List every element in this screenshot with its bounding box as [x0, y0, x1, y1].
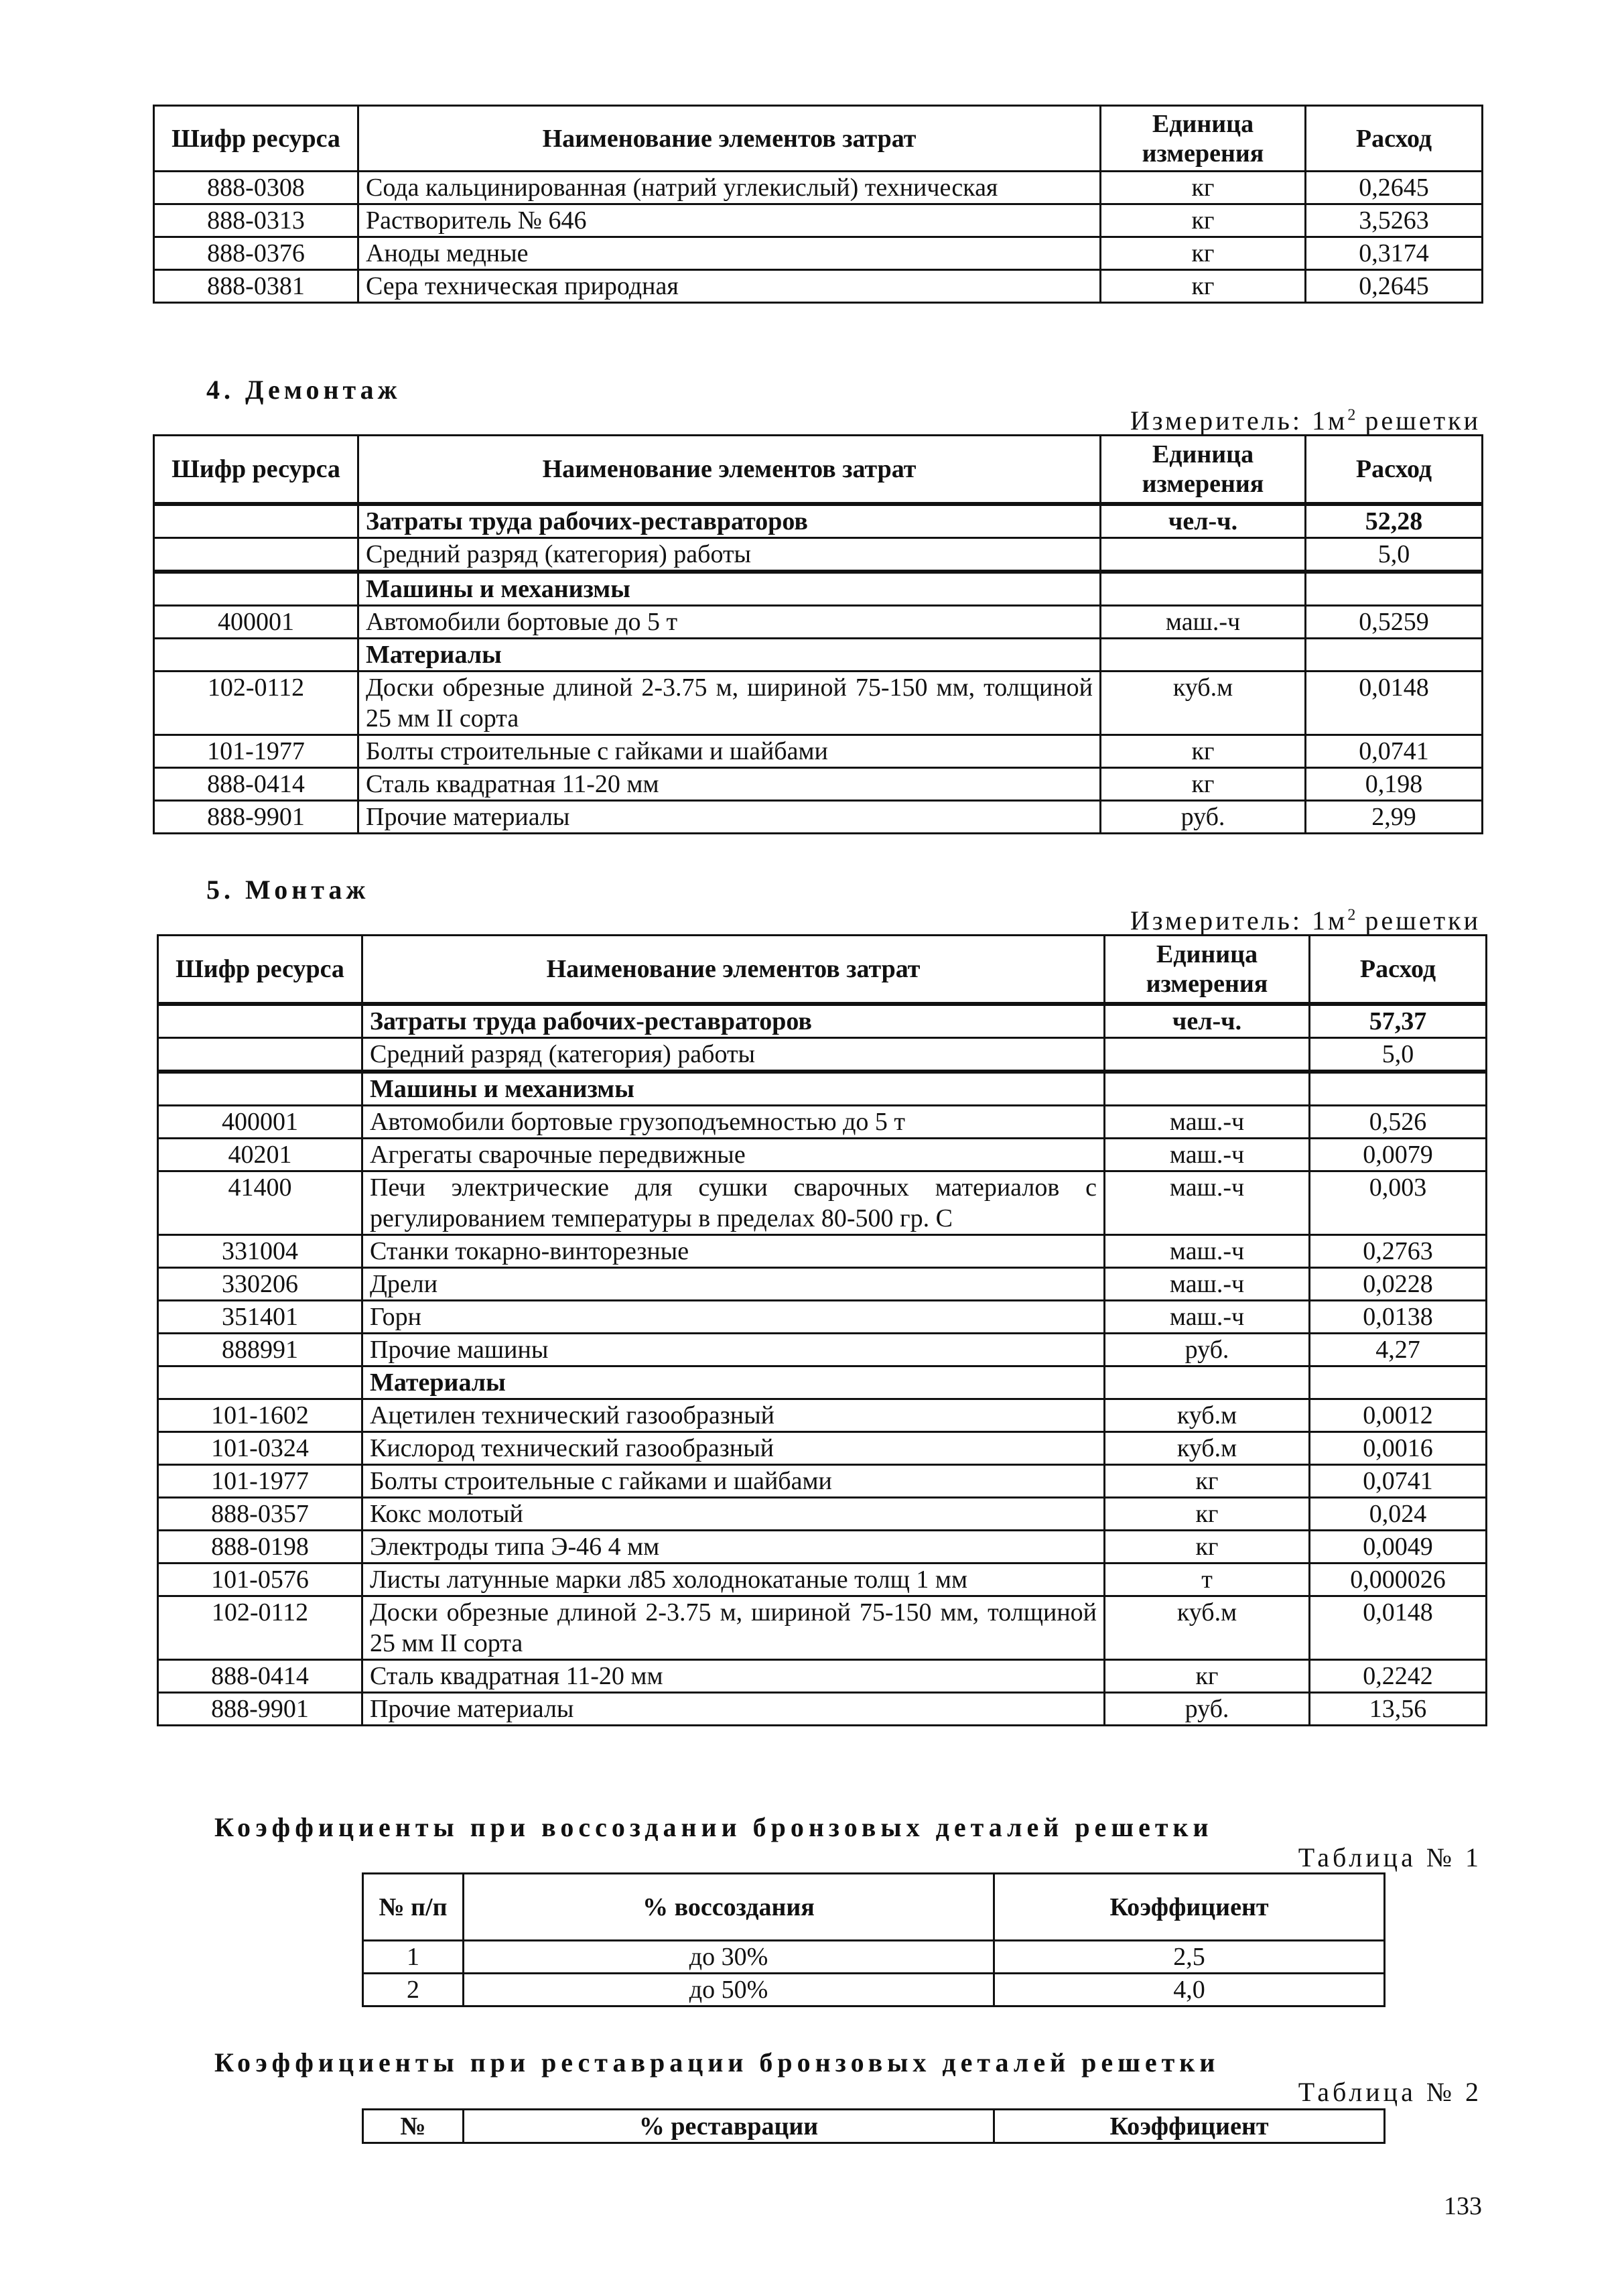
- cell-code: 888-0381: [154, 270, 358, 303]
- cell-code: 400001: [158, 1105, 362, 1138]
- cell-code: 888-0313: [154, 204, 358, 237]
- cell-name: Растворитель № 646: [358, 204, 1101, 237]
- cell-unit: кг: [1105, 1464, 1310, 1497]
- table-row: [158, 1530, 1487, 1563]
- cell-name: Прочие материалы: [362, 1692, 1105, 1725]
- col-header-unit: Единица измерения: [1101, 436, 1306, 504]
- table-row: [158, 1138, 1487, 1171]
- table-row: [154, 671, 1483, 735]
- cell-unit: [1105, 1366, 1310, 1399]
- cell-code: [154, 537, 358, 572]
- cell-unit: [1101, 537, 1306, 572]
- cell-amount: 3,5263: [1306, 204, 1483, 237]
- col-header-unit: Единица измерения: [1101, 106, 1306, 172]
- cell-code: [154, 638, 358, 671]
- cell-amount: [1306, 572, 1483, 606]
- cell-unit: [1105, 1072, 1310, 1106]
- cell-unit: куб.м: [1105, 1399, 1310, 1431]
- cell-amount: 2,99: [1306, 800, 1483, 833]
- cell-code: 888-0376: [154, 237, 358, 270]
- cell-unit: кг: [1101, 270, 1306, 303]
- cell-name: Аноды медные: [358, 237, 1101, 270]
- cell-name: Электроды типа Э-46 4 мм: [362, 1530, 1105, 1563]
- measure-tail: решетки: [1355, 405, 1481, 436]
- table-row: [154, 172, 1483, 204]
- col-header-coefficient: Коэффициент: [994, 1874, 1385, 1941]
- cell-name: Горн: [362, 1300, 1105, 1333]
- cell-amount: 0,0016: [1310, 1431, 1487, 1464]
- cell-name: Прочие материалы: [358, 800, 1101, 833]
- cell-unit: чел-ч.: [1105, 1004, 1310, 1038]
- measure-label: [938, 405, 1481, 436]
- cell-name: Кислород технический газообразный: [362, 1431, 1105, 1464]
- cell-code: 888-0198: [158, 1530, 362, 1563]
- cell-code: 888991: [158, 1333, 362, 1366]
- table-row: [154, 572, 1483, 606]
- table-row: [158, 1105, 1487, 1138]
- table-header-row: [363, 1874, 1385, 1941]
- table-row: [158, 1399, 1487, 1431]
- table-row: [158, 1563, 1487, 1596]
- table-row: [154, 638, 1483, 671]
- cell-unit: кг: [1105, 1530, 1310, 1563]
- cell-unit: т: [1105, 1563, 1310, 1596]
- cell-name: Дрели: [362, 1267, 1105, 1300]
- cell-name: Болты строительные с гайками и шайбами: [358, 735, 1101, 767]
- table-row: [154, 237, 1483, 270]
- cell-code: 102-0112: [154, 671, 358, 735]
- cell-unit: кг: [1101, 204, 1306, 237]
- table-row: [158, 1497, 1487, 1530]
- cell-number: 2: [363, 1974, 464, 2006]
- cell-name: Автомобили бортовые до 5 т: [358, 605, 1101, 638]
- cell-code: 888-0414: [158, 1659, 362, 1692]
- table-row: [158, 1692, 1487, 1725]
- cell-name: Средний разряд (категория) работы: [358, 537, 1101, 572]
- measure-sup: 2: [1347, 906, 1356, 924]
- cell-amount: 0,0079: [1310, 1138, 1487, 1171]
- table-row: [158, 1431, 1487, 1464]
- col-header-percent: % реставрации: [464, 2110, 994, 2143]
- cell-percent: до 30%: [464, 1941, 994, 1974]
- table-row: [158, 1464, 1487, 1497]
- cell-amount: [1310, 1366, 1487, 1399]
- cell-name: Сталь квадратная 11-20 мм: [362, 1659, 1105, 1692]
- table-row: [158, 1234, 1487, 1267]
- coefficients-title-recreation: Коэффициенты при воссоздании бронзовых деталей решетки: [214, 1812, 1213, 1842]
- cell-code: [158, 1004, 362, 1038]
- cell-amount: 5,0: [1306, 537, 1483, 572]
- section-title-installation: 5. Монтаж: [206, 875, 370, 905]
- cell-amount: 0,526: [1310, 1105, 1487, 1138]
- cell-name: Болты строительные с гайками и шайбами: [362, 1464, 1105, 1497]
- cell-name: Листы латунные марки л85 холоднокатаные толщ 1 мм: [362, 1563, 1105, 1596]
- cell-name: Станки токарно-винторезные: [362, 1234, 1105, 1267]
- cell-unit: руб.: [1105, 1333, 1310, 1366]
- cell-name: Кокс молотый: [362, 1497, 1105, 1530]
- cell-name: Печи электрические для сушки сварочных материалов с регулированием температуры в пределах 80-500 гр. С: [362, 1171, 1105, 1234]
- cell-code: 331004: [158, 1234, 362, 1267]
- col-header-coefficient: Коэффициент: [994, 2110, 1385, 2143]
- cell-name: Машины и механизмы: [358, 572, 1101, 606]
- cell-amount: [1306, 638, 1483, 671]
- cell-amount: 0,0741: [1310, 1464, 1487, 1497]
- table-row: [158, 1300, 1487, 1333]
- cell-unit: кг: [1105, 1659, 1310, 1692]
- table-row: [154, 605, 1483, 638]
- col-header-amount: Расход: [1310, 936, 1487, 1004]
- col-header-code: Шифр ресурса: [158, 936, 362, 1004]
- table-number-2: Таблица № 2: [1298, 2077, 1482, 2107]
- cell-unit: маш.-ч: [1105, 1267, 1310, 1300]
- measure-text: Измеритель: 1м: [1130, 905, 1348, 936]
- table-row: [158, 1171, 1487, 1234]
- cell-unit: руб.: [1101, 800, 1306, 833]
- col-header-name: Наименование элементов затрат: [358, 436, 1101, 504]
- table-header-row: [363, 2110, 1385, 2143]
- cell-name: Автомобили бортовые грузоподъемностью до 5 т: [362, 1105, 1105, 1138]
- cell-unit: [1101, 572, 1306, 606]
- cell-code: 888-9901: [154, 800, 358, 833]
- resource-table-dismantling: [153, 434, 1483, 834]
- cell-code: 101-1977: [158, 1464, 362, 1497]
- col-header-code: Шифр ресурса: [154, 106, 358, 172]
- cell-amount: 0,198: [1306, 767, 1483, 800]
- cell-amount: 57,37: [1310, 1004, 1487, 1038]
- table-row: [154, 537, 1483, 572]
- cell-name: Средний разряд (категория) работы: [362, 1037, 1105, 1072]
- cell-amount: 0,000026: [1310, 1563, 1487, 1596]
- col-header-code: Шифр ресурса: [154, 436, 358, 504]
- cell-name: Доски обрезные длиной 2-3.75 м, шириной 75-150 мм, толщиной 25 мм II сорта: [362, 1596, 1105, 1659]
- cell-code: 330206: [158, 1267, 362, 1300]
- cell-amount: 0,0012: [1310, 1399, 1487, 1431]
- cell-name: Агрегаты сварочные передвижные: [362, 1138, 1105, 1171]
- measure-label: [938, 905, 1481, 936]
- col-header-number: № п/п: [363, 1874, 464, 1941]
- cell-code: [154, 504, 358, 538]
- cell-amount: 0,0741: [1306, 735, 1483, 767]
- cell-code: 41400: [158, 1171, 362, 1234]
- cell-code: 102-0112: [158, 1596, 362, 1659]
- cell-unit: маш.-ч: [1105, 1300, 1310, 1333]
- cell-amount: 0,2242: [1310, 1659, 1487, 1692]
- table-row: [154, 504, 1483, 538]
- cell-name: Сода кальцинированная (натрий углекислый) техническая: [358, 172, 1101, 204]
- cell-name: Затраты труда рабочих-реставраторов: [358, 504, 1101, 538]
- cell-unit: руб.: [1105, 1692, 1310, 1725]
- cell-percent: до 50%: [464, 1974, 994, 2006]
- cell-name: Ацетилен технический газообразный: [362, 1399, 1105, 1431]
- cell-unit: кг: [1101, 767, 1306, 800]
- table-row: [158, 1333, 1487, 1366]
- cell-number: 1: [363, 1941, 464, 1974]
- cell-coefficient: 4,0: [994, 1974, 1385, 2006]
- cell-code: [154, 572, 358, 606]
- cell-amount: 0,0148: [1306, 671, 1483, 735]
- cell-unit: маш.-ч: [1105, 1105, 1310, 1138]
- cell-code: 101-0576: [158, 1563, 362, 1596]
- cell-unit: кг: [1101, 735, 1306, 767]
- cell-name: Прочие машины: [362, 1333, 1105, 1366]
- table-row: [154, 800, 1483, 833]
- cell-code: 40201: [158, 1138, 362, 1171]
- cell-amount: 4,27: [1310, 1333, 1487, 1366]
- cell-amount: 0,2645: [1306, 172, 1483, 204]
- cell-name: Затраты труда рабочих-реставраторов: [362, 1004, 1105, 1038]
- table-row: [158, 1596, 1487, 1659]
- cell-unit: кг: [1101, 172, 1306, 204]
- cell-amount: 0,0049: [1310, 1530, 1487, 1563]
- table-row: [158, 1037, 1487, 1072]
- table-row: [363, 1974, 1385, 2006]
- cell-coefficient: 2,5: [994, 1941, 1385, 1974]
- cell-name: Доски обрезные длиной 2-3.75 м, шириной 75-150 мм, толщиной 25 мм II сорта: [358, 671, 1101, 735]
- cell-code: 101-1977: [154, 735, 358, 767]
- col-header-name: Наименование элементов затрат: [362, 936, 1105, 1004]
- cell-code: [158, 1366, 362, 1399]
- cell-unit: кг: [1105, 1497, 1310, 1530]
- coefficients-table-recreation: [362, 1872, 1386, 2007]
- cell-amount: 0,024: [1310, 1497, 1487, 1530]
- cell-unit: куб.м: [1105, 1596, 1310, 1659]
- cell-code: 888-9901: [158, 1692, 362, 1725]
- cell-amount: [1310, 1072, 1487, 1106]
- cell-unit: маш.-ч: [1105, 1138, 1310, 1171]
- cell-amount: 0,0138: [1310, 1300, 1487, 1333]
- measure-tail: решетки: [1355, 905, 1481, 936]
- cell-amount: 0,0228: [1310, 1267, 1487, 1300]
- cell-name: Сталь квадратная 11-20 мм: [358, 767, 1101, 800]
- col-header-amount: Расход: [1306, 106, 1483, 172]
- cell-amount: 0,2763: [1310, 1234, 1487, 1267]
- table-row: [158, 1072, 1487, 1106]
- table-header-row: [158, 936, 1487, 1004]
- cell-unit: кг: [1101, 237, 1306, 270]
- coefficients-table-restoration: [362, 2108, 1386, 2144]
- table-row: [158, 1366, 1487, 1399]
- table-header-row: [154, 106, 1483, 172]
- col-header-name: Наименование элементов затрат: [358, 106, 1101, 172]
- cell-code: 101-1602: [158, 1399, 362, 1431]
- cell-code: 888-0308: [154, 172, 358, 204]
- cell-unit: чел-ч.: [1101, 504, 1306, 538]
- cell-unit: куб.м: [1101, 671, 1306, 735]
- cell-name: Машины и механизмы: [362, 1072, 1105, 1106]
- cell-amount: 5,0: [1310, 1037, 1487, 1072]
- measure-sup: 2: [1347, 406, 1356, 424]
- cell-code: [158, 1072, 362, 1106]
- measure-text: Измеритель: 1м: [1130, 405, 1348, 436]
- coefficients-title-restoration: Коэффициенты при реставрации бронзовых деталей решетки: [214, 2047, 1220, 2078]
- col-header-percent: % воссоздания: [464, 1874, 994, 1941]
- col-header-number: №: [363, 2110, 464, 2143]
- cell-name: Материалы: [362, 1366, 1105, 1399]
- cell-unit: маш.-ч: [1105, 1234, 1310, 1267]
- table-row: [154, 270, 1483, 303]
- cell-code: 351401: [158, 1300, 362, 1333]
- cell-amount: 0,003: [1310, 1171, 1487, 1234]
- cell-amount: 0,2645: [1306, 270, 1483, 303]
- cell-code: 400001: [154, 605, 358, 638]
- table-row: [363, 1941, 1385, 1974]
- cell-amount: 0,3174: [1306, 237, 1483, 270]
- resource-table-installation: [157, 934, 1487, 1726]
- cell-unit: маш.-ч: [1101, 605, 1306, 638]
- cell-code: 888-0414: [154, 767, 358, 800]
- resource-table-continued: [153, 105, 1483, 304]
- table-row: [158, 1267, 1487, 1300]
- cell-amount: 52,28: [1306, 504, 1483, 538]
- table-row: [158, 1004, 1487, 1038]
- cell-name: Сера техническая природная: [358, 270, 1101, 303]
- cell-unit: [1105, 1037, 1310, 1072]
- cell-amount: 13,56: [1310, 1692, 1487, 1725]
- cell-code: 101-0324: [158, 1431, 362, 1464]
- col-header-unit: Единица измерения: [1105, 936, 1310, 1004]
- table-header-row: [154, 436, 1483, 504]
- table-row: [154, 735, 1483, 767]
- table-number-1: Таблица № 1: [1298, 1842, 1482, 1872]
- table-row: [154, 767, 1483, 800]
- cell-amount: 0,5259: [1306, 605, 1483, 638]
- section-title-dismantling: 4. Демонтаж: [206, 375, 401, 405]
- table-row: [154, 204, 1483, 237]
- cell-unit: [1101, 638, 1306, 671]
- cell-code: 888-0357: [158, 1497, 362, 1530]
- table-row: [158, 1659, 1487, 1692]
- cell-code: [158, 1037, 362, 1072]
- cell-unit: маш.-ч: [1105, 1171, 1310, 1234]
- page-number: 133: [1444, 2192, 1482, 2220]
- col-header-amount: Расход: [1306, 436, 1483, 504]
- cell-unit: куб.м: [1105, 1431, 1310, 1464]
- cell-amount: 0,0148: [1310, 1596, 1487, 1659]
- cell-name: Материалы: [358, 638, 1101, 671]
